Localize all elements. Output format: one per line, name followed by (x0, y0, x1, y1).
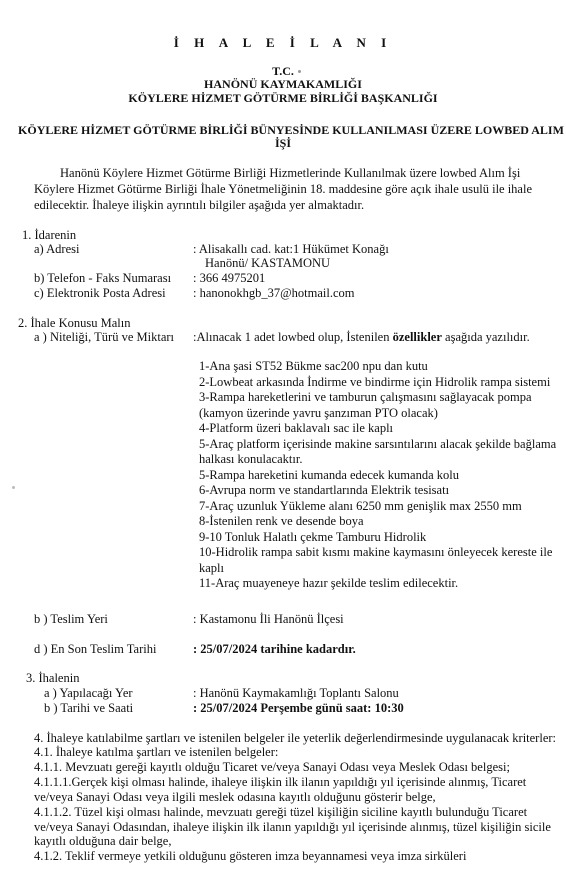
section4-line-9: 4.1.2. Teklif vermeye yetkili olduğunu gösteren imza beyannamesi veya imza sirküleri (34, 849, 467, 863)
section4-line-6: 4.1.1.2. Tüzel kişi olması halinde, mevzuatı gereği tüzel kişiliğin siciline kayıtlı bulunduğu Ticaret (34, 805, 528, 819)
header-kaymakamlik: HANÖNÜ KAYMAKAMLIĞI (204, 77, 362, 91)
document-title: İ H A L E İ L A N I (173, 35, 393, 50)
section3-heading: 3. İhalenin (26, 671, 80, 685)
nature-label: a ) Niteliği, Türü ve Miktarı (34, 330, 175, 344)
delivery-label: b ) Teslim Yeri (34, 612, 108, 626)
spec-line: 6-Avrupa norm ve standartlarında Elektrik tesisatı (199, 483, 450, 497)
spec-line: 8-İstenilen renk ve desende boya (199, 514, 364, 528)
section4-line-5: ve/veya Sanayi Odası veya ilgili meslek odasına kayıtlı olduğunu gösterir belge, (34, 790, 436, 804)
place-label: a ) Yapılacağı Yer (44, 686, 133, 700)
address-line-2: Hanönü/ KASTAMONU (205, 256, 331, 270)
spec-line: 7-Araç uzunluk Yükleme alanı 6250 mm genişlik max 2550 mm (199, 498, 522, 513)
spec-line: 9-10 Tonluk Halatlı çekme Tamburu Hidrolik (199, 529, 427, 544)
address-line-1: : Alisakallı cad. kat:1 Hükümet Konağı (193, 242, 389, 256)
date-label: b ) Tarihi ve Saati (44, 701, 134, 715)
deadline-label: d ) En Son Teslim Tarihi (34, 642, 157, 656)
address-label: a) Adresi (34, 242, 80, 256)
section4-line-8: kayıtlı olduğuna dair belge, (34, 834, 172, 848)
nature-value-pre: :Alınacak 1 adet lowbed olup, İstenilen (193, 330, 393, 344)
section4-line-7: ve/veya Sanayi Odasından, ihaleye ilişkin ilk ilanın yapıldığı yıl içerisinde alınmış, tüzel kişiliğin sicile (34, 820, 551, 834)
section4-line-3: 4.1.1. Mevzuatı gereği kayıtlı olduğu Ticaret ve/veya Sanayi Odası veya Meslek Odası belgesi; (34, 760, 510, 774)
phone-value: : 366 4975201 (193, 271, 266, 285)
section4-line-1: 4. İhaleye katılabilme şartları ve istenilen belgeler ile yeterlik değerlendirmesinde uygulanacak kriterler: (34, 731, 557, 745)
spec-line: 2-Lowbeat arkasında İndirme ve bindirme için Hidrolik rampa sistemi (199, 374, 551, 389)
section1-heading: 1. İdarenin (22, 228, 77, 242)
spec-line: kaplı (199, 560, 224, 575)
spec-line: halkası konulacaktır. (199, 452, 303, 466)
email-value: : hanonokhgb_37@hotmail.com (193, 286, 355, 300)
intro-line-1: Hanönü Köylere Hizmet Götürme Birliği Hizmetlerinde Kullanılmak üzere lowbed Alım İşi (60, 166, 521, 180)
stamp-mark (298, 70, 301, 73)
section4-line-4: 4.1.1.1.Gerçek kişi olması halinde, ihaleye ilişkin ilk ilanın yapıldığı yıl içerisinde alınmış, Ticaret (34, 775, 527, 789)
phone-label: b) Telefon - Faks Numarası (34, 271, 172, 285)
place-value: : Hanönü Kaymakamlığı Toplantı Salonu (193, 686, 399, 700)
nature-value-bold: özellikler (392, 330, 442, 344)
delivery-value: : Kastamonu İli Hanönü İlçesi (193, 612, 344, 626)
scan-speck (12, 486, 15, 489)
email-label: c) Elektronik Posta Adresi (34, 286, 166, 300)
header-tc: T.C. (272, 64, 294, 78)
spec-line: 11-Araç muayeneye hazır şekilde teslim edilecektir. (199, 576, 459, 590)
spec-line: 5-Rampa hareketini kumanda edecek kumanda kolu (199, 467, 459, 482)
nature-value (193, 330, 530, 345)
subject-line-2: İŞİ (274, 136, 291, 150)
date-value: : 25/07/2024 Perşembe günü saat: 10:30 (193, 701, 404, 715)
subject-line-1: KÖYLERE HİZMET GÖTÜRME BİRLİĞİ BÜNYESİNDE KULLANILMASI ÜZERE LOWBED ALIM (18, 123, 564, 137)
spec-line: 10-Hidrolik rampa sabit kısmı makine kaymasını önleyecek kereste ile (199, 545, 553, 559)
header-birlik: KÖYLERE HİZMET GÖTÜRME BİRLİĞİ BAŞKANLIĞI (128, 91, 438, 105)
spec-line: (kamyon üzerinde yavru şanzıman PTO olacak) (199, 405, 438, 420)
spec-line: 4-Platform üzeri baklavalı sac ile kaplı (199, 421, 394, 435)
intro-line-3: edilecektir. İhaleye ilişkin ayrıntılı bilgiler aşağıda yer almaktadır. (34, 198, 365, 212)
deadline-value: : 25/07/2024 tarihine kadardır. (193, 642, 356, 656)
intro-line-2: Köylere Hizmet Götürme Birliği İhale Yönetmeliğinin 18. maddesine göre açık ihale usulü ile ihale (34, 182, 533, 196)
nature-value-post: aşağıda yazılıdır. (441, 330, 530, 344)
section4-line-2: 4.1. İhaleye katılma şartları ve istenilen belgeler: (34, 745, 279, 759)
spec-line: 5-Araç platform içerisinde makine sarsıntılarını alacak şekilde bağlama (199, 436, 557, 451)
section2-heading: 2. İhale Konusu Malın (18, 316, 131, 330)
spec-line: 3-Rampa hareketlerini ve tamburun çalışmasını sağlayacak pompa (199, 390, 532, 404)
spec-list (199, 359, 565, 592)
spec-line: 1-Ana şasi ST52 Bükme sac200 npu dan kutu (199, 359, 428, 373)
